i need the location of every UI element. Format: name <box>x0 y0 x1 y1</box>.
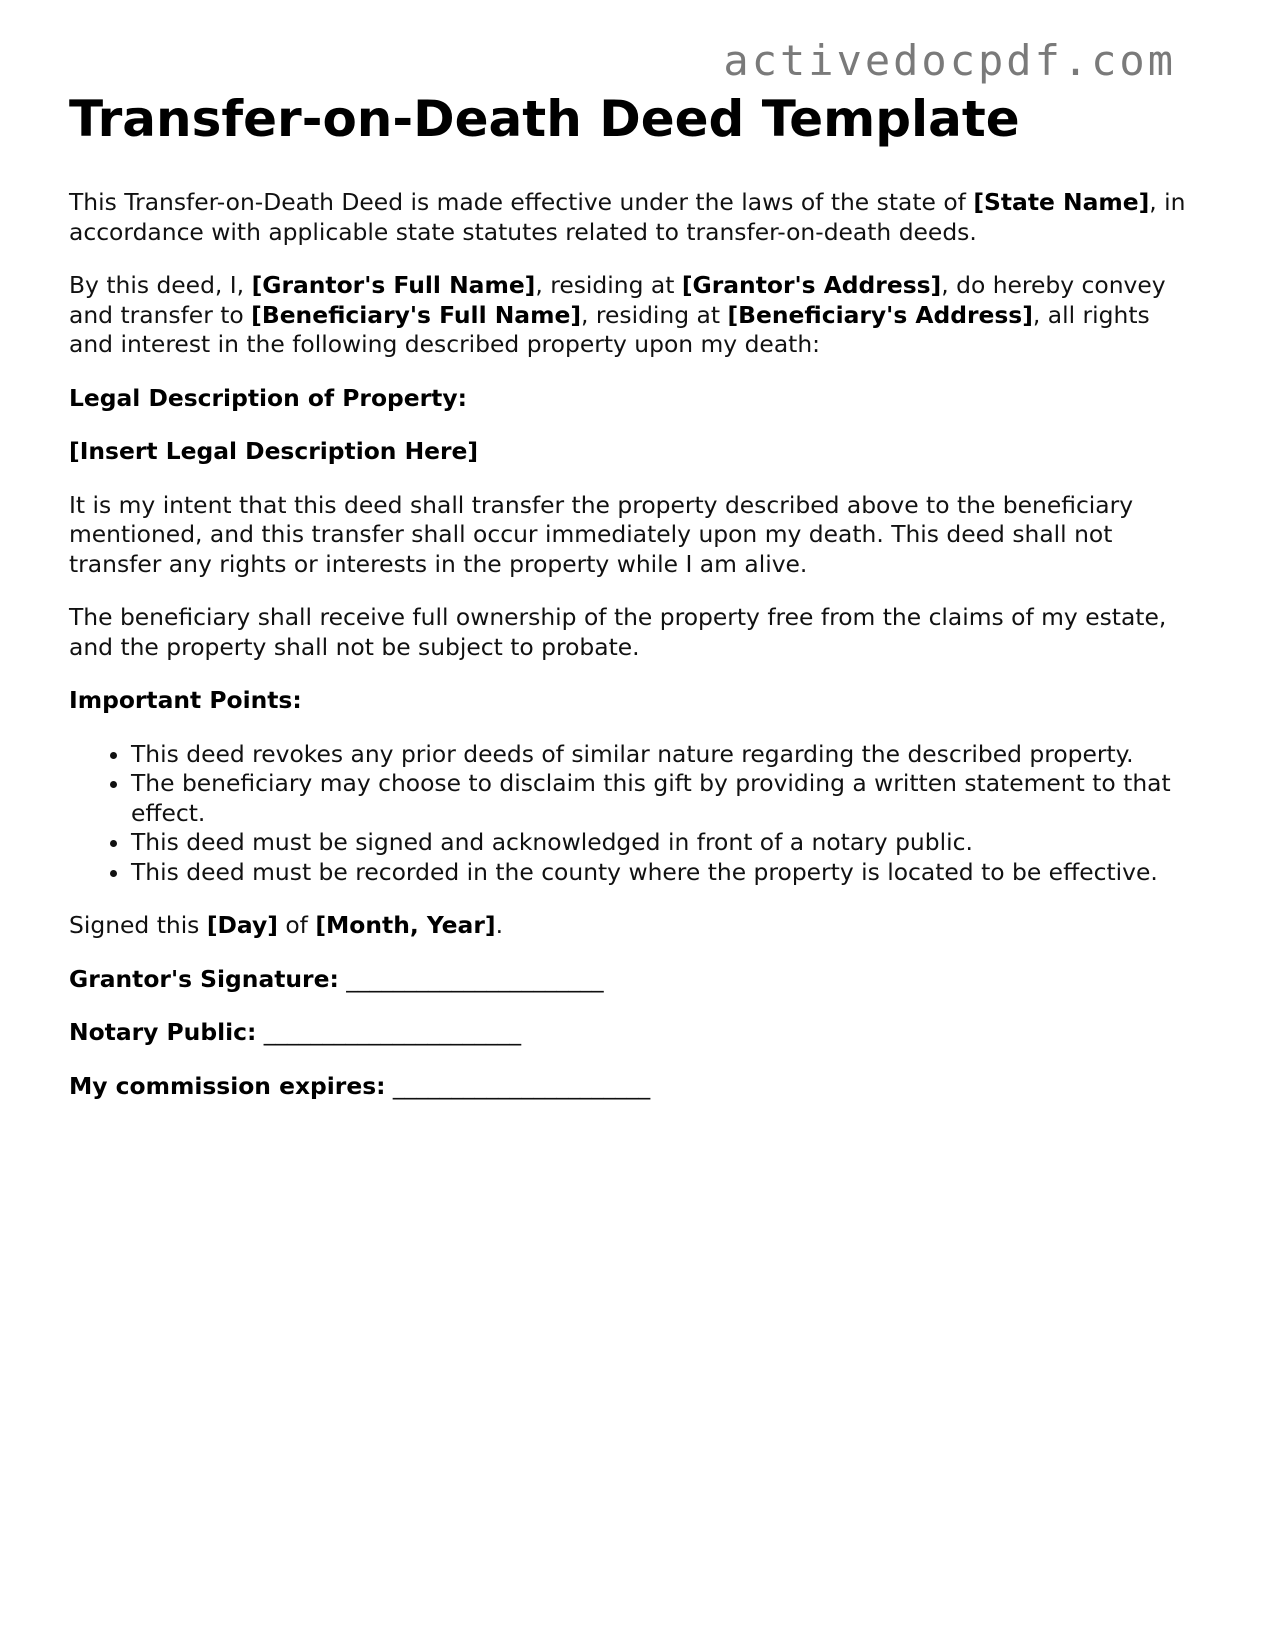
month-year-placeholder: [Month, Year] <box>315 911 496 939</box>
conveyance-text-3: , do hereby convey and transfer to <box>69 271 1166 329</box>
commission-expires-blank: ______________________ <box>392 1071 651 1100</box>
conveyance-text-4: , residing at <box>581 300 728 329</box>
grantor-signature-blank: ______________________ <box>346 964 604 993</box>
commission-expires-line <box>69 1072 1199 1102</box>
conveyance-text-1: By this deed, I, <box>69 271 252 299</box>
document-title: Transfer-on-Death Deed Template <box>69 90 1020 148</box>
notary-public-label: Notary Public: <box>69 1018 257 1046</box>
grantor-signature-label: Grantor's Signature: <box>69 964 339 993</box>
legal-description-heading <box>69 384 1199 414</box>
notary-public-line <box>69 1018 1199 1048</box>
signed-text-3: . <box>495 911 503 939</box>
signed-text-1: Signed this <box>69 911 207 939</box>
grantor-signature-line <box>69 965 1199 995</box>
document-page <box>69 88 1199 1125</box>
legal-description-heading-text: Legal Description of Property: <box>69 383 467 412</box>
important-points-heading <box>69 686 1199 716</box>
grantor-name-placeholder: [Grantor's Full Name] <box>251 271 536 299</box>
conveyance-text-5: , all rights and interest in the following described property upon my death: <box>69 300 1150 358</box>
list-item: • This deed revokes any prior deeds of similar nature regarding the described property. <box>131 740 1199 770</box>
watermark: activedocpdf.com <box>723 36 1176 85</box>
list-item: • This deed must be signed and acknowledged in front of a notary public. <box>131 828 1199 858</box>
list-item: • This deed must be recorded in the county where the property is located to be effective. <box>131 858 1199 888</box>
commission-expires-label: My commission expires: <box>69 1071 386 1100</box>
ownership-paragraph: The beneficiary shall receive full ownership of the property free from the claims of my estate, and the property shall not be subject to probate. <box>69 603 1167 661</box>
signed-date-line <box>69 911 1199 941</box>
intro-text-2: , in accordance with applicable state statutes related to transfer-on-death deeds. <box>69 188 1186 246</box>
list-item: • The beneficiary may choose to disclaim this gift by providing a written statement to that effect. <box>131 769 1199 828</box>
conveyance-paragraph <box>69 271 1199 360</box>
intent-paragraph: It is my intent that this deed shall transfer the property described above to the beneficiary mentioned, and this transfer shall occur immediately upon my death. This deed shall not transfer any rights or interests in the property while I am alive. <box>69 490 1134 578</box>
intro-paragraph <box>69 188 1199 247</box>
signed-text-2: of <box>277 911 316 939</box>
day-placeholder: [Day] <box>206 911 278 939</box>
important-points-list <box>69 740 1199 888</box>
intro-text-1: This Transfer-on-Death Deed is made effective under the laws of the state of <box>69 188 974 216</box>
important-points-heading-text: Important Points: <box>69 686 302 714</box>
notary-public-blank: ______________________ <box>263 1018 522 1046</box>
conveyance-text-2: , residing at <box>535 271 682 299</box>
legal-description-placeholder <box>69 437 1199 467</box>
grantor-address-placeholder: [Grantor's Address] <box>681 271 942 299</box>
beneficiary-name-placeholder: [Beneficiary's Full Name] <box>251 300 582 329</box>
legal-description-placeholder-text: [Insert Legal Description Here] <box>69 437 479 465</box>
beneficiary-address-placeholder: [Beneficiary's Address] <box>727 300 1033 329</box>
state-name-placeholder: [State Name] <box>973 188 1150 216</box>
